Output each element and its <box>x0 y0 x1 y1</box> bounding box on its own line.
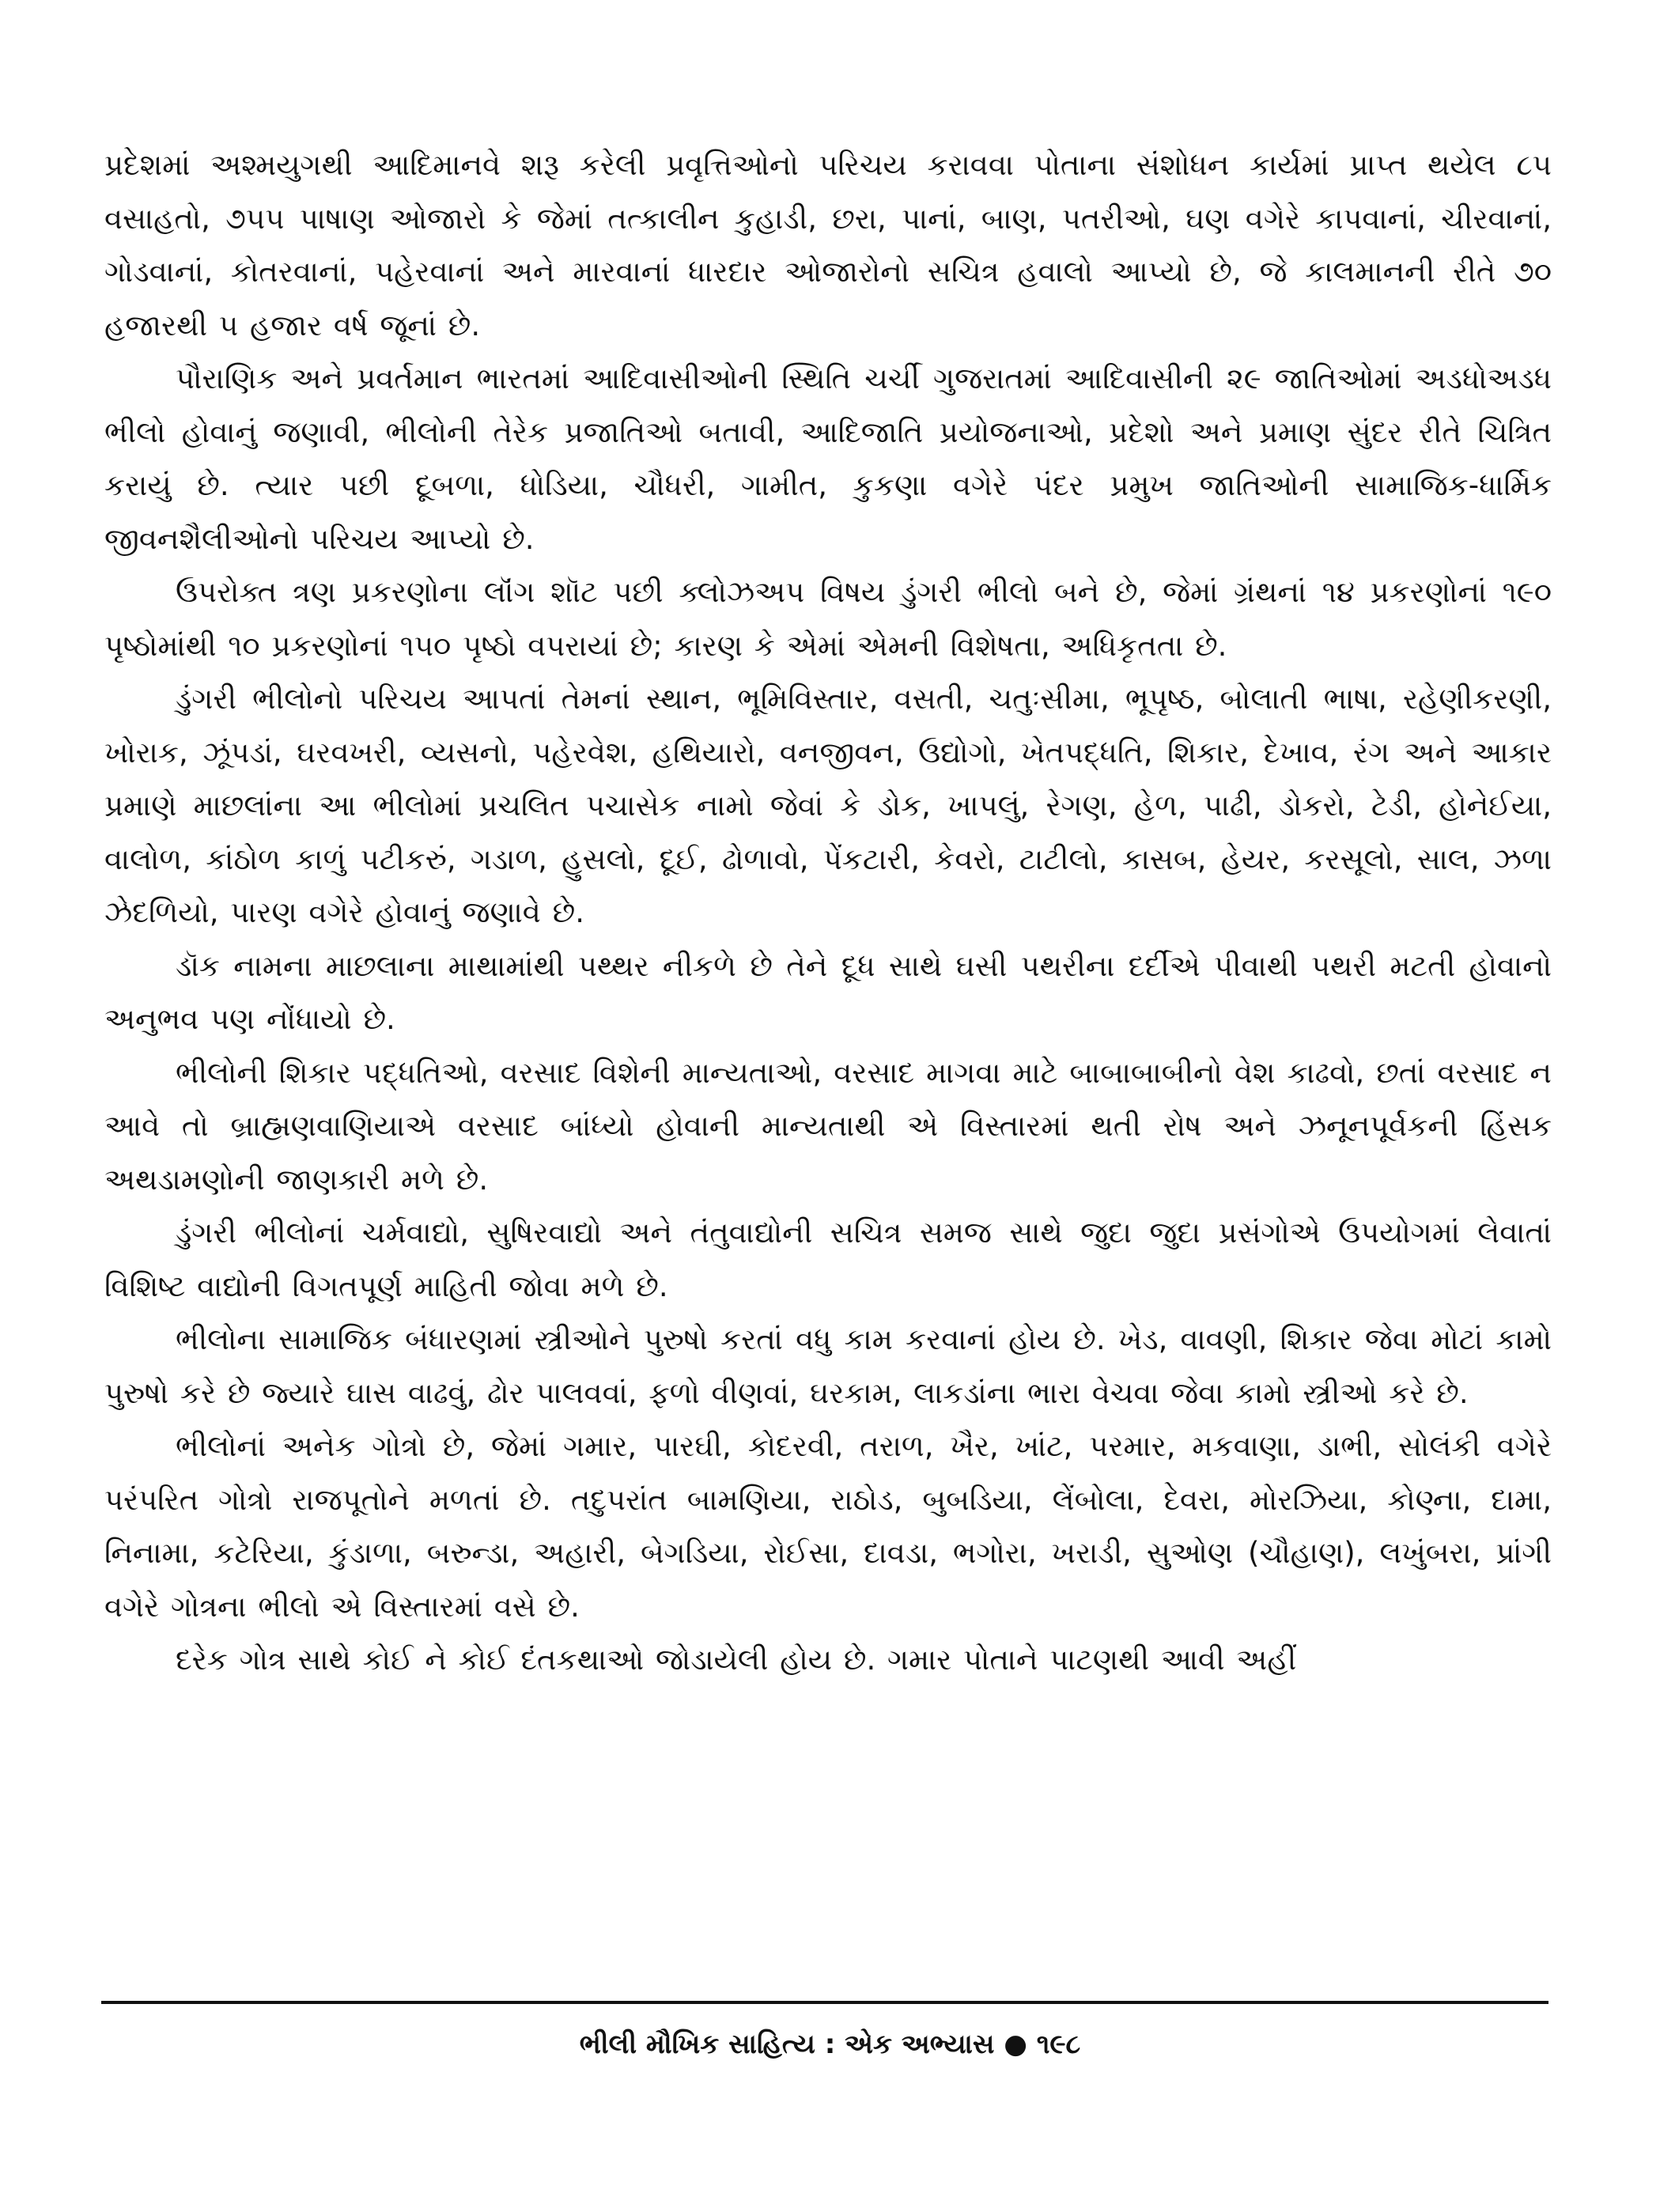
paragraph: દરેક ગોત્ર સાથે કોઈ ને કોઈ દંતકથાઓ જોડાયેલી હોય છે. ગમાર પોતાને પાટણથી આવી અહીં <box>176 1643 1297 1677</box>
paragraph: પ્રદેશમાં અશ્મયુગથી આદિમાનવે શરૂ કરેલી પ્રવૃત્તિઓનો પરિચય કરાવવા પોતાના સંશોધન કાર્યમાં પ્રાપ્ત થયેલ ૮૫ વસાહતો, ૭૫૫ પાષાણ ઓજારો કે જેમાં તત્કાલીન કુહાડી, છરા, પાનાં, બાણ, પતરીઓ, ઘણ વગેરે કાપવાનાં, ચીરવાનાં, ગોડવાનાં, કોતરવાનાં, પહેરવાનાં અને મારવાનાં ધારદાર ઓજારોનો સચિત્ર હવાલો આપ્યો છે, જે કાલમાનની રીતે ૭૦ હજારથી ૫ હજાર વર્ષ જૂનાં છે. <box>104 148 1552 342</box>
paragraph: ડુંગરી ભીલોનાં ચર્મવાદ્યો, સુષિરવાદ્યો અને તંતુવાદ્યોની સચિત્ર સમજ સાથે જુદા જુદા પ્રસંગોએ ઉપયોગમાં લેવાતાં વિશિષ્ટ વાદ્યોની વિગતપૂર્ણ માહિતી જોવા મળે છે. <box>104 1216 1552 1303</box>
paragraph: ઉપરોક્ત ત્રણ પ્રકરણોના લૉંગ શૉટ પછી ક્લોઝઅપ વિષય ડુંગરી ભીલો બને છે, જેમાં ગ્રંથનાં ૧૪ પ્રકરણોનાં ૧૯૦ પૃષ્ઠોમાંથી ૧૦ પ્રકરણોનાં ૧૫૦ પૃષ્ઠો વપરાયાં છે; કારણ કે એમાં એમની વિશેષતા, અધિકૃતતા છે. <box>104 575 1552 663</box>
paragraph: ડૉક નામના માછલાના માથામાંથી પથ્થર નીકળે છે તેને દૂધ સાથે ઘસી પથરીના દર્દીએ પીવાથી પથરી મટતી હોવાનો અનુભવ પણ નોંધાયો છે. <box>104 948 1552 1036</box>
paragraph: ભીલોના સામાજિક બંધારણમાં સ્ત્રીઓને પુરુષો કરતાં વધુ કામ કરવાનાં હોય છે. ખેડ, વાવણી, શિકાર જેવા મોટાં કામો પુરુષો કરે છે જ્યારે ઘાસ વાઢવું, ઢોર પાલવવાં, ફળો વીણવાં, ઘરકામ, લાકડાંના ભારા વેચવા જેવા કામો સ્ત્રીઓ કરે છે. <box>104 1322 1552 1410</box>
body-text <box>104 138 1552 1687</box>
paragraph: પૌરાણિક અને પ્રવર્તમાન ભારતમાં આદિવાસીઓની સ્થિતિ ચર્ચી ગુજરાતમાં આદિવાસીની ૨૯ જાતિઓમાં અડધોઅડધ ભીલો હોવાનું જણાવી, ભીલોની તેરેક પ્રજાતિઓ બતાવી, આદિજાતિ પ્રયોજનાઓ, પ્રદેશો અને પ્રમાણ સુંદર રીતે ચિત્રિત કરાયું છે. ત્યાર પછી દૂબળા, ધોડિયા, ચૌધરી, ગામીત, કુકણા વગેરે પંદર પ્રમુખ જાતિઓની સામાજિક-ધાર્મિક જીવનશૈલીઓનો પરિચય આપ્યો છે. <box>104 361 1552 556</box>
paragraph: ભીલોની શિકાર પદ્ધતિઓ, વરસાદ વિશેની માન્યતાઓ, વરસાદ માગવા માટે બાબાબાબીનો વેશ કાઢવો, છતાં વરસાદ ન આવે તો બ્રાહ્મણવાણિયાએ વરસાદ બાંધ્યો હોવાની માન્યતાથી એ વિસ્તારમાં થતી રોષ અને ઝનૂનપૂર્વકની હિંસક અથડામણોની જાણકારી મળે છે. <box>104 1055 1552 1197</box>
page-footer: ભીલી મૌખિક સાહિત્ય : એક અભ્યાસ ● ૧૯૮ <box>579 2029 1081 2060</box>
paragraph: ભીલોનાં અનેક ગોત્રો છે, જેમાં ગમાર, પારઘી, કોદરવી, તરાળ, ખૈર, ખાંટ, પરમાર, મકવાણા, ડાભી, સોલંકી વગેરે પરંપરિત ગોત્રો રાજપૂતોને મળતાં છે. તદુપરાંત બામણિયા, રાઠોડ, બુબડિયા, લેંબોલા, દેવરા, મોરઝિયા, કોણ્ના, દામા, નિનામા, કટેરિયા, કુંડાળા, બરુન્ડા, અહારી, બેગડિયા, રોઈસા, દાવડા, ભગોરા, ખરાડી, સુઓણ (ચૌહાણ), લખુંબરા, પ્રાંગી વગેરે ગોત્રના ભીલો એ વિસ્તારમાં વસે છે. <box>104 1429 1552 1624</box>
footer-divider <box>101 2001 1548 2004</box>
paragraph: ડુંગરી ભીલોનો પરિચય આપતાં તેમનાં સ્થાન, ભૂમિવિસ્તાર, વસતી, ચતુઃસીમા, ભૂપૃષ્ઠ, બોલાતી ભાષા, રહેણીકરણી, ખોરાક, ઝૂંપડાં, ઘરવખરી, વ્યસનો, પહેરવેશ, હથિયારો, વનજીવન, ઉદ્યોગો, ખેતપદ્ધતિ, શિકાર, દેખાવ, રંગ અને આકાર પ્રમાણે માછલાંના આ ભીલોમાં પ્રચલિત પચાસેક નામો જેવાં કે ડોક, ખાપલું, રેગણ, હેળ, પાઢી, ડોકરો, ટેડી, હોનેઈયા, વાલોળ, કાંઠોળ કાળું પટીકરું, ગડાળ, હુસલો, દૂઈ, ઢોળાવો, પેંકટારી, કેવરો, ટાટીલો, કાસબ, હેયર, કરસૂલો, સાલ, ઝળા ઝેદળિયો, પારણ વગેરે હોવાનું જણાવે છે. <box>104 682 1552 929</box>
